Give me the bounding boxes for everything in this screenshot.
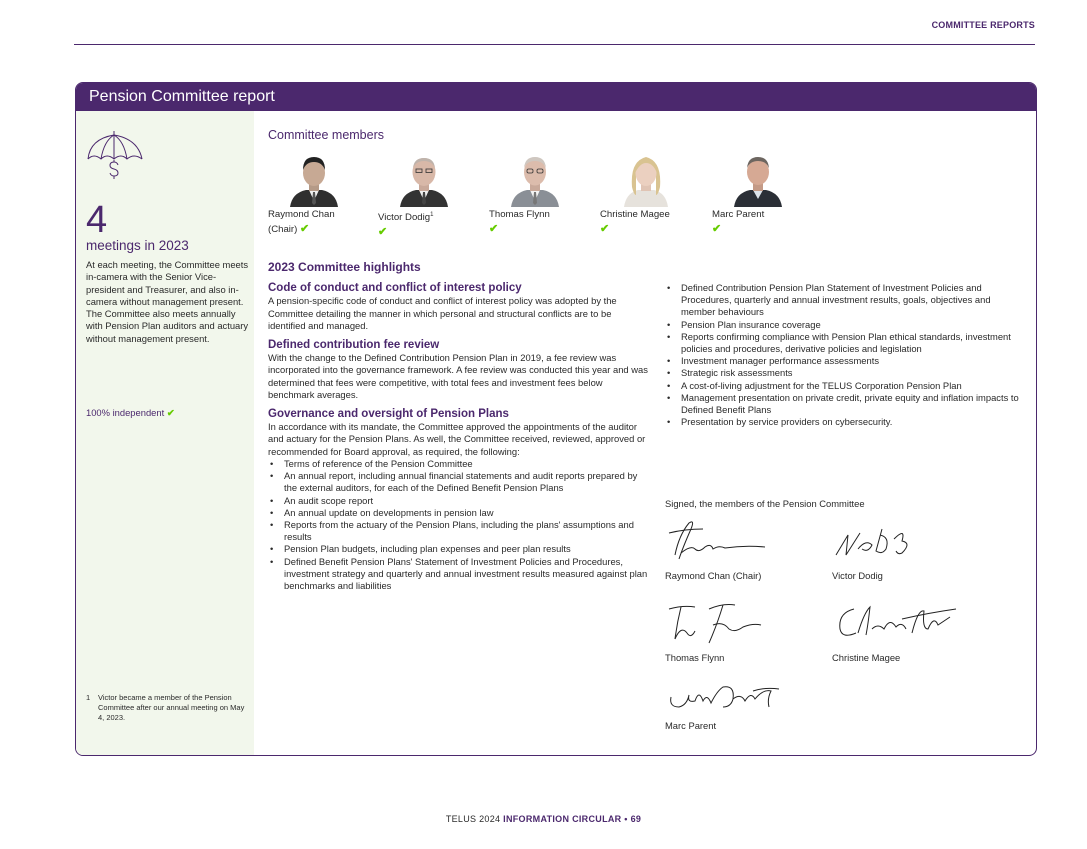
governance-list [268, 458, 648, 592]
right-list [665, 282, 1025, 428]
code-heading: Code of conduct and conflict of interest policy [268, 282, 522, 294]
checkmark-icon: ✔ [489, 223, 499, 235]
footnote-ref: 1 [430, 212, 434, 218]
list-item: • Presentation by service providers on cybersecurity. [665, 416, 1025, 428]
member-portrait [732, 151, 784, 207]
list-item: • A cost-of-living adjustment for the TELUS Corporation Pension Plan [665, 380, 1025, 392]
member-card [712, 151, 812, 236]
fee-body: With the change to the Defined Contribution Pension Plan in 2019, a fee review was incorporated into the governance framework. A fee review was conducted this year and was determined that fees were competitive, with total fees and investment fees below benchmark averages. [268, 351, 648, 400]
list-item: • Investment manager performance assessments [665, 355, 1025, 367]
list-item: • Management presentation on private credit, private equity and inflation impacts to Defined Benefit Plans [665, 392, 1025, 416]
highlights-left-column [268, 282, 648, 592]
signature-name: Victor Dodig [832, 570, 883, 581]
checkmark-icon: ✔ [378, 226, 388, 239]
list-item: • An annual update on developments in pension law [268, 507, 648, 519]
meetings-count: 4 [86, 199, 108, 241]
checkmark-icon: ✔ [712, 223, 722, 235]
signed-intro: Signed, the members of the Pension Committee [665, 498, 865, 509]
list-item: • Strategic risk assessments [665, 367, 1025, 379]
checkmark-icon: ✔ [300, 223, 310, 235]
list-item: • Pension Plan budgets, including plan expenses and peer plan results [268, 543, 648, 555]
signature-block [665, 595, 775, 663]
signature-image [832, 515, 942, 565]
section-label: COMMITTEE REPORTS [931, 20, 1035, 30]
footnote [86, 693, 250, 723]
member-card [378, 151, 478, 239]
member-role [378, 226, 478, 239]
footnote-text: Victor became a member of the Pension Committee after our annual meeting on May 4, 2023. [98, 693, 245, 722]
independence-status: 100% independent ✔ [86, 407, 175, 418]
card-header [76, 83, 1036, 111]
member-name: Raymond Chan [268, 209, 335, 220]
signature-image [665, 677, 785, 715]
signature-image [665, 595, 775, 647]
list-item: • Reports from the actuary of the Pension Plans, including the plans' assumptions and results [268, 519, 648, 543]
member-card [489, 151, 589, 236]
list-item: • An audit scope report [268, 495, 648, 507]
member-role [712, 223, 812, 236]
umbrella-dollar-icon [84, 127, 146, 198]
signature-name: Thomas Flynn [665, 652, 725, 663]
members-title: Committee members [268, 128, 384, 142]
list-item: • Terms of reference of the Pension Committee [268, 458, 648, 470]
list-item: • Defined Benefit Pension Plans' Statement of Investment Policies and Procedures, investment strategy and quarterly and annual investment results measured against plan benchmarks and liabilities [268, 556, 648, 593]
pension-committee-card [75, 82, 1037, 756]
card-title: Pension Committee report [89, 88, 275, 105]
list-item: • Defined Contribution Pension Plan Statement of Investment Policies and Procedures, quarterly and annual investment results, goals, objectives and member behaviours [665, 282, 1025, 319]
governance-body: In accordance with its mandate, the Committee approved the appointments of the auditor and actuary for the Pension Plans. As well, the Committee received, reviewed, approved or recommended for Board approval, as required, the following: [268, 420, 646, 457]
highlights-title: 2023 Committee highlights [268, 260, 421, 274]
signature-name: Raymond Chan (Chair) [665, 570, 762, 581]
sidebar [76, 111, 254, 755]
checkmark-icon: ✔ [600, 223, 610, 235]
fee-heading: Defined contribution fee review [268, 338, 440, 351]
member-portrait [620, 151, 672, 207]
member-card [600, 151, 700, 236]
top-rule [74, 44, 1035, 45]
member-name: Thomas Flynn [489, 209, 550, 220]
signature-image [665, 515, 775, 565]
footer-separator: • [624, 814, 628, 824]
signature-block [665, 677, 785, 731]
member-name: Victor Dodig$^1$ [378, 212, 434, 224]
member-role [489, 223, 589, 236]
footer-title: INFORMATION CIRCULAR [503, 814, 622, 824]
signature-name: Marc Parent [665, 720, 717, 731]
list-item: • An annual report, including annual financial statements and audit reports prepared by the external auditors, for each of the Defined Benefit Pension Plans [268, 470, 648, 494]
footnote-number: 1 [86, 693, 91, 702]
member-portrait [398, 151, 450, 207]
member-role [600, 223, 700, 236]
checkmark-icon: ✔ [166, 407, 175, 418]
page-number: 69 [630, 814, 642, 824]
list-item: • Reports confirming compliance with Pension Plan ethical standards, investment policies and procedures, derivative policies and legislation [665, 331, 1025, 355]
signature-block [665, 515, 775, 581]
code-body: A pension-specific code of conduct and conflict of interest policy was adopted by the Committee detailing the manner in which personal and structural conflicts are to be identified and managed. [268, 295, 617, 331]
member-role: (Chair) ✔ [268, 223, 310, 235]
signature-block [832, 515, 942, 581]
list-item: • Pension Plan insurance coverage [665, 319, 1025, 331]
member-name: Christine Magee [600, 209, 670, 220]
signature-name: Christine Magee [832, 652, 901, 663]
member-name: Marc Parent [712, 209, 765, 220]
member-portrait [509, 151, 561, 207]
page-footer [0, 814, 1087, 824]
meetings-label: meetings in 2023 [86, 238, 189, 253]
governance-heading: Governance and oversight of Pension Plans [268, 407, 509, 420]
signature-block [832, 595, 962, 663]
highlights-right-column [665, 282, 1025, 428]
member-portrait [288, 151, 340, 207]
member-card [268, 151, 368, 236]
sidebar-description: At each meeting, the Committee meets in-camera with the Senior Vice-president and Treasurer, and also in-camera without management present. The Committee also meets annually with Pension Plan auditors and actuary without management present. [86, 259, 249, 344]
footer-prefix: TELUS 2024 [445, 814, 501, 824]
signature-image [832, 595, 962, 647]
